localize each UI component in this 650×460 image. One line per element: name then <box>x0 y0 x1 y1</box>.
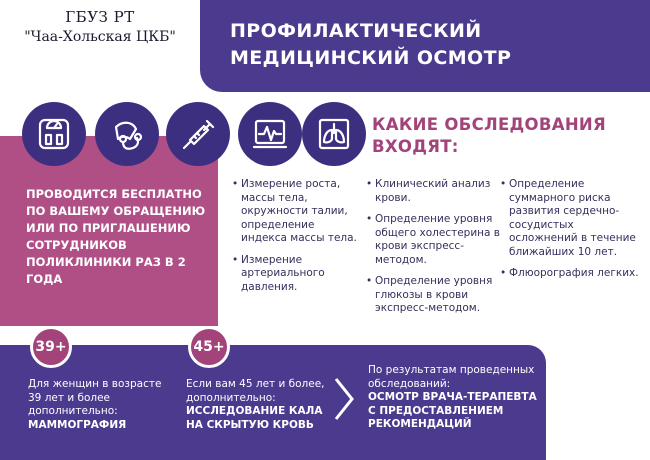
list-item: • Определение уровня глюкозы в крови экспресс-методом. <box>366 275 501 316</box>
free-info-panel <box>0 136 218 326</box>
over-45-info-text: Если вам 45 лет и более, дополнительно: <box>186 378 325 404</box>
exams-heading-line-1: КАКИЕ ОБСЛЕДОВАНИЯ <box>372 115 607 134</box>
chevron-right-icon <box>333 376 355 422</box>
org-line-1: ГБУЗ РТ <box>65 8 135 26</box>
exams-column-1 <box>232 178 362 302</box>
page-title-line-2: МЕДИЦИНСКИЙ ОСМОТР <box>230 47 512 69</box>
tonometer-icon <box>95 102 159 166</box>
exams-column-3 <box>500 178 640 289</box>
age-39-badge: 39+ <box>30 326 72 368</box>
list-item: • Клинический анализ крови. <box>366 178 501 205</box>
exams-column-2 <box>366 178 501 324</box>
results-info-text: По результатам проведенных обследований: <box>368 364 535 390</box>
women-info <box>28 378 178 432</box>
over-45-info-exam: ИССЛЕДОВАНИЕ КАЛА НА СКРЫТУЮ КРОВЬ <box>186 405 323 431</box>
list-item: • Измерение артериального давления. <box>232 254 362 295</box>
page-title-line-1: ПРОФИЛАКТИЧЕСКИЙ <box>230 20 482 42</box>
women-info-text: Для женщин в возрасте 39 лет и более дополнительно: <box>28 378 162 417</box>
list-item: • Флюорография легких. <box>500 267 640 281</box>
exams-heading-line-2: ВХОДЯТ: <box>372 137 459 156</box>
results-info-exam: ОСМОТР ВРАЧА-ТЕРАПЕВТА С ПРЕДОСТАВЛЕНИЕМ РЕКОМЕНДАЦИЙ <box>368 391 537 430</box>
list-item: • Определение уровня общего холестерина в крови экспресс-методом. <box>366 213 501 267</box>
age-45-badge: 45+ <box>188 326 230 368</box>
org-line-2: "Чаа-Хольская ЦКБ" <box>24 29 176 45</box>
results-info <box>368 364 538 432</box>
page-title <box>230 18 640 72</box>
list-item: • Определение суммарного риска развития сердечно-сосудистых осложнений в течение ближайших 10 лет. <box>500 178 640 259</box>
lungs-xray-icon <box>302 102 366 166</box>
over-45-info <box>186 378 334 432</box>
women-info-exam: МАММОГРАФИЯ <box>28 418 127 431</box>
free-info-text: ПРОВОДИТСЯ БЕСПЛАТНО ПО ВАШЕМУ ОБРАЩЕНИЮ ИЛИ ПО ПРИГЛАШЕНИЮ СОТРУДНИКОВ ПОЛИКЛИНИКИ РАЗ В 2 ГОДА <box>26 187 206 286</box>
header-banner <box>200 0 650 92</box>
cardiogram-monitor-icon <box>238 102 302 166</box>
list-item: • Измерение роста, массы тела, окружности талии, определение индекса массы тела. <box>232 178 362 246</box>
scales-icon <box>22 102 86 166</box>
organization-name <box>0 8 200 45</box>
exams-heading <box>372 114 642 158</box>
syringe-icon <box>166 102 230 166</box>
